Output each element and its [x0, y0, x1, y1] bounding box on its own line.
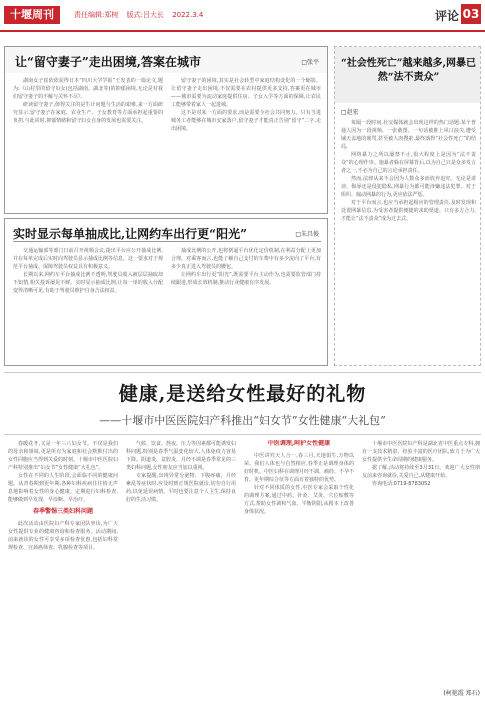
article-2-divider [13, 241, 321, 242]
feature-para-9: 据了解,活动将持续至3月31日。欢迎广大女性朋友前来咨询就诊,关爱自己,从健康开始。 [362, 465, 480, 479]
commentary-para-1: 每隔一段时间,社交媒体就会出现这样的热门话题:某个普通人因为一段视频、一张截图、一句话被推上风口浪尖,遭受铺天盖地的谩骂,甚至被人肉搜索,最终落得“社会性死亡”的结局。 [341, 120, 476, 150]
commentary-body [341, 119, 476, 361]
article-2-byline: □朱昌俊 [295, 231, 319, 238]
feature-para-2: 女性在不同的人生阶段,会面临不同的健康问题。从青春期到更年期,各种妇科疾病往往悄无声息地影响着女性的身心健康。定期进行妇科检查,能够做到早发现、早诊断、早治疗。 [8, 473, 118, 503]
feature-para-4: 气候、饮食、熬夜、压力等因素都可能诱发妇科问题,特别是春季气温变化较大,人体免疫力容易下降。阴道炎、盆腔炎、月经不调是春季常见的三类妇科问题,女性朋友应当加以重视。 [126, 441, 236, 471]
commentary-para-3: 然而,法律从来不会因为人数众多而放弃追究。无论是诽谤、侮辱还是侵犯隐私,网暴行为都可能涉嫌违法犯罪。对于组织、煽动网暴的行为,更应依法严惩。 [341, 176, 476, 198]
feature-title: 健康,是送给女性最好的礼物 [118, 383, 367, 405]
article-box-1 [4, 46, 328, 214]
section-label: 评论 [434, 9, 459, 23]
article-2-para-4: 让网约车出行更“阳光”,既需要平台主动作为,也需要监管部门持续跟进,形成长效机制,推动行业健康有序发展。 [171, 272, 321, 286]
article-2-body-left [13, 247, 163, 361]
date-label: 2022.3.4 [172, 11, 204, 19]
article-2-body-right [171, 247, 321, 361]
feature-subtitle: ——十堰市中医医院妇产科推出“妇女节”女性健康“大礼包” [99, 414, 386, 427]
feature-headline-area [4, 372, 481, 408]
feature-para-3: 此次活动由医院妇产科专家团队坐诊,为广大女性提供专业的健康咨询和检查服务。活动期间,前来就诊的女性可享受多项检查优惠,包括妇科常规检查、宫颈癌筛查、乳腺检查等项目。 [8, 521, 118, 551]
feature-divider [4, 434, 481, 435]
feature-contact: 咨询电话:0719-8783052 [372, 481, 431, 487]
feature-para-5: 专家提醒,出现异常分泌物、下腹疼痛、月经紊乱等症状时,应及时到正规医院就诊,切勿自行用药,以免延误病情。平时也要注意个人卫生,保持良好的生活习惯。 [126, 473, 236, 503]
commentary-para-4: 对于平台而言,也应当承担起相应的管理责任,及时发现和处置网暴信息,为受害者提供便捷的求助渠道。只有多方合力,才能让“法不责众”成为过去式。 [341, 200, 476, 222]
editor-label: 责任编辑:郑树 [74, 11, 119, 19]
article-1-body-right [171, 77, 321, 207]
article-1-title: 让“留守妻子”走出困境,答案在城市 [15, 55, 201, 69]
feature-signature: (柯艳霞 郑石) [443, 690, 480, 697]
article-1-para-4: 这不是对某一方面的要求,而是需要全社会共同努力。只有当进城务工者能够在城市安家落户,留守妻子才能真正告别“留守”二字,走出困境。 [171, 110, 321, 132]
header-rule [0, 30, 485, 32]
article-1-para-2: 研读留守妻子,值得关注的是生计问题与生活的艰难,来一方面研究显示,留守妻子在家庭、农业生产、子女教育等方面承担起重要的负担,与此同时,抑郁情绪和留守妇女自身的发展也需要关注。 [13, 102, 163, 124]
feature-para-7: 针对不同体质的女性,中医专家会采取个性化的调理方案,通过中药、针灸、艾灸、穴位贴敷等方式,帮助女性调和气血、平衡阴阳,从根本上改善身体状况。 [244, 485, 354, 515]
article-2-para-2: 长期以来,网约车平台抽成比例不透明,驾驶员收入被层层抽取却不知情,相关投诉屡见不鲜。实时显示抽成比例,让每一单的收入分配变得清晰可见,有助于驾驶员维护自身合法权益。 [13, 272, 163, 294]
feature-para-6: 中医讲究天人合一,春三月,天地俱生,万物以荣。我们人体也与自然相应,春季正是调理身体的好时机。中医妇科在调理月经不调、痛经、不孕不育、更年期综合征等方面有着独特的优势。 [244, 453, 354, 483]
feature-section-2-heading: 中医调理,呵护女性健康 [267, 440, 331, 447]
commentary-byline: □赵宏 [341, 109, 359, 116]
feature-col-4 [362, 440, 480, 680]
feature-para-1: 春暖花开,又是一年三八妇女节。不仅是我们的母亲和姐妹,更是所有为家庭和社会默默付出的女性同胞应当得到关爱的时刻。十堰市中医医院妇产科特别推出“妇女节”女性健康“大礼包”。 [8, 441, 118, 471]
edition-meta [74, 10, 209, 20]
feature-col-3 [244, 440, 354, 695]
feature-section-1-heading: 春季警惕三类妇科问题 [32, 508, 93, 515]
brand-label: 十堰周刊 [4, 6, 60, 24]
feature-col-1 [8, 440, 118, 695]
article-2-title: 实时显示每单抽成比,让网约车出行更“阳光” [13, 227, 247, 241]
page-number: 03 [461, 4, 481, 24]
page-header [0, 0, 485, 32]
article-box-2 [4, 218, 328, 366]
feature-col-2 [126, 440, 236, 695]
commentary-para-2: 网络暴力之所以屡禁不止,很大程度上是因为“法不责众”的心理作祟。施暴者躲在屏幕背后,以为自己只是众多发言者之一,不必为自己的言论承担责任。 [341, 152, 476, 174]
article-1-byline: □张平 [301, 59, 319, 66]
designer-label: 版式:吕大长 [126, 11, 164, 19]
article-1-para-3: 留守妻子的困境,其实是社会转型中家庭结构变化的一个缩影。让留守妻子走出困境,不仅需要在农村提供更多支持,答案更在城市——城市需要为流动家庭提供住房、子女入学等方面的保障,让农民工能够带着家人一起进城。 [171, 78, 321, 108]
article-1-body-left [13, 77, 163, 207]
feature-para-8: 十堰市中医医院妇产科是湖北省中医重点专科,拥有一支技术精湛、经验丰富的医疗团队,致力于为广大女性提供全生命周期的健康服务。 [362, 441, 480, 463]
article-2-para-1: 交通运输部等部门日前召开视频会议,提出平台应公开抽成比例,并在每单完成后实时向驾驶员显示抽成比例等信息。这一要求对于规范平台抽成、保障驾驶员权益具有积极意义。 [13, 248, 163, 270]
article-2-para-3: 抽成比例的公开,也将倒逼平台优化定价机制,在利益分配上更加合理。对乘客而言,也能了解自己支付的车费中有多少流向了平台,有多少真正进入驾驶员的腰包。 [171, 248, 321, 270]
commentary-title: “社会性死亡”越来越多,网暴已然“法不责众” [341, 58, 476, 83]
article-1-para-1: 湖南女子崔依依获得日本“四川大学学报”王发表的一篇论文,题为:《山村里的留守妇女(包括湖南、湖北等)的抑郁困境,无论是对我们留守妻子的不解与关怀不尽》。 [13, 78, 163, 100]
commentary-box [334, 46, 481, 366]
